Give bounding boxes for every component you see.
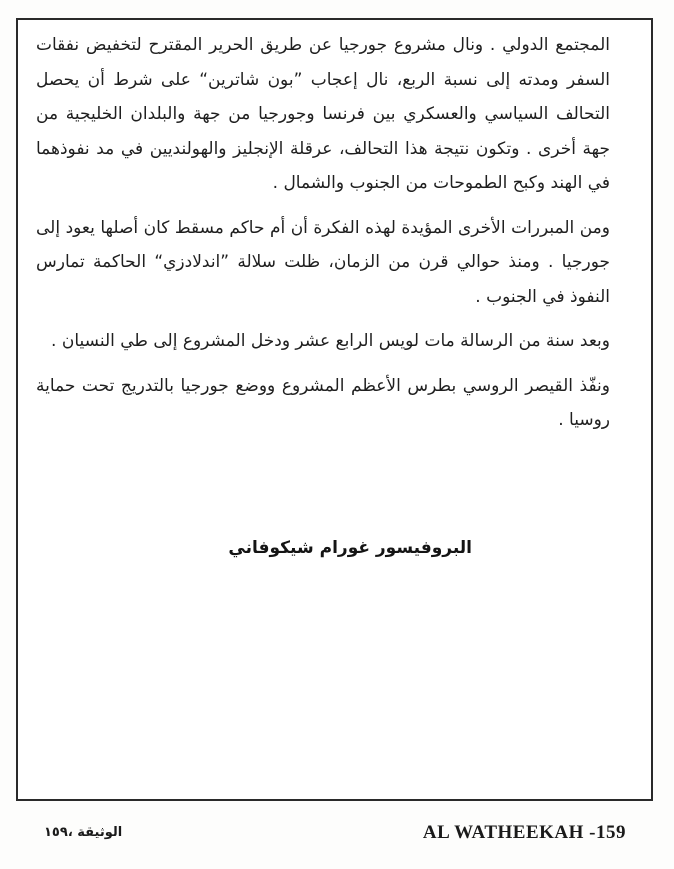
paragraph-3: وبعد سنة من الرسالة مات لويس الرابع عشر ودخل المشروع إلى طي النسيان . xyxy=(51,331,610,351)
paragraph-4: ونفّذ القيصر الروسي بطرس الأعظم المشروع ووضع جورجيا بالتدريج تحت حماية روسيا . xyxy=(36,375,610,430)
paragraph-2: ومن المبررات الأخرى المؤيدة لهذه الفكرة أن أم حاكم مسقط كان أصلها يعود إلى جورجيا . ومنذ حوالي قرن من الزمان، ظلت سلالة ”اندلادزي“ الحاكمة تمارس النفوذ في الجنوب . xyxy=(36,217,610,307)
footer-arabic-page-number: الوثيقة ،١٥٩ xyxy=(44,825,123,840)
article-body xyxy=(36,28,610,438)
author-signature: البروفيسور غورام شيكوفاني xyxy=(228,538,472,558)
paragraph-1: المجتمع الدولي . ونال مشروع جورجيا عن طريق الحرير المقترح لتخفيض نفقات السفر ومدته إلى نسبة الربع، نال إعجاب ”بون شاترين“ على شرط أن يحصل التحالف السياسي والعسكري بين فرنسا وجورجيا من جهة والبلدان الخليجية من جهة أخرى . وتكون نتيجة هذا التحالف، عرقلة الإنجليز والهولنديين في مد نفوذهما في الهند وكبح الطموحات من الجنوب والشمال . xyxy=(36,35,610,193)
footer-latin-page-number: AL WATHEEKAH -159 xyxy=(422,822,626,843)
